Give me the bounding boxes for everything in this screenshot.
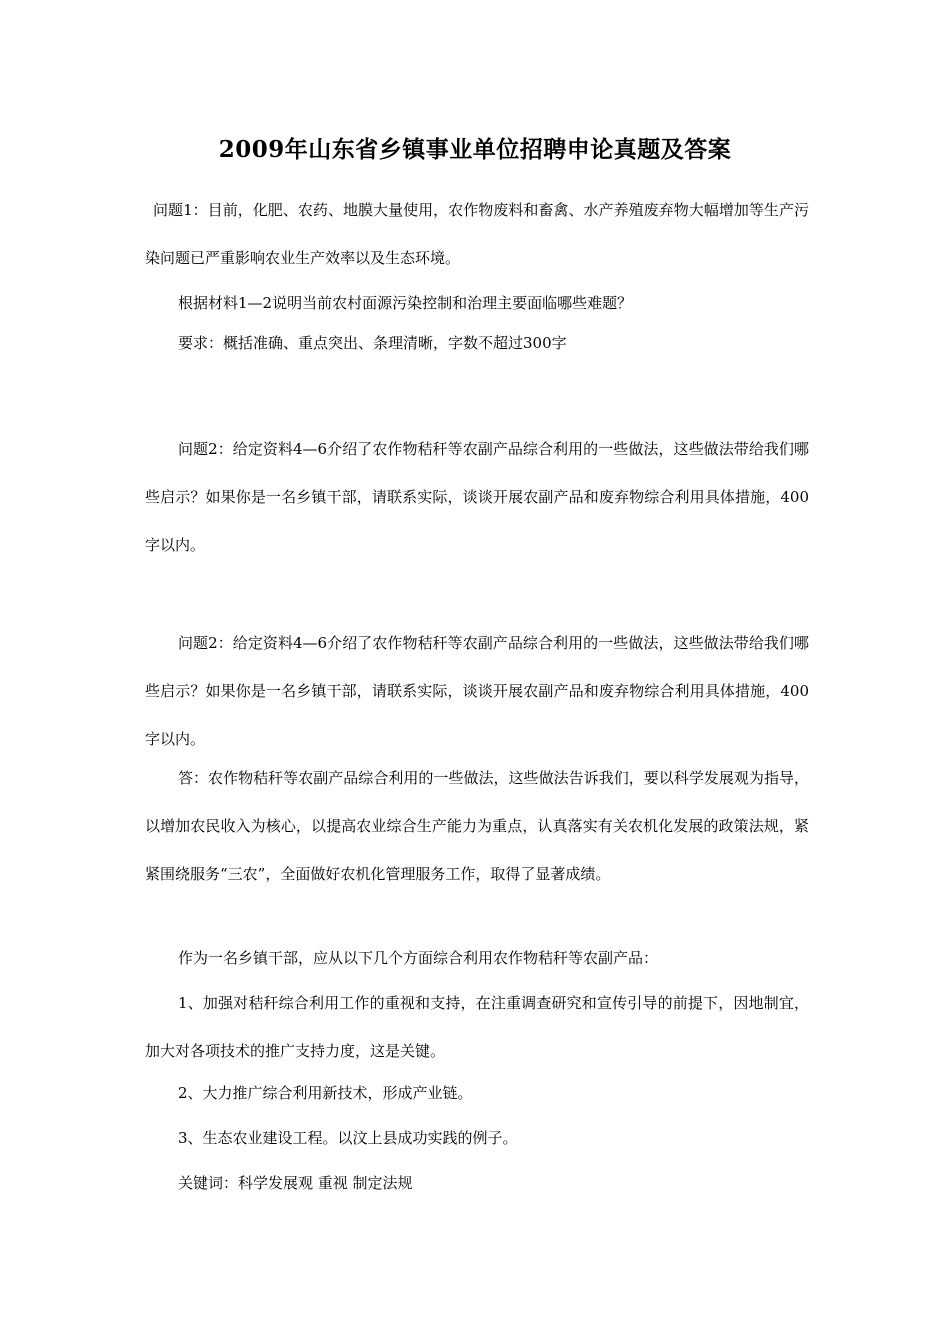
question-2-paragraph: 问题2：给定资料4—6介绍了农作物秸秆等农副产品综合利用的一些做法，这些做法带给我们哪些启示？如果你是一名乡镇干部，请联系实际，谈谈开展农副产品和废弃物综合利用具体措施，400字以内。 <box>145 440 809 554</box>
measure-2-paragraph: 2、大力推广综合利用新技术，形成产业链。 <box>178 1084 473 1102</box>
question-1-paragraph: 问题1：目前，化肥、农药、地膜大量使用，农作物废料和畜禽、水产养殖废弃物大幅增加等生产污染问题已严重影响农业生产效率以及生态环境。 <box>145 201 809 267</box>
question-2-repeat-paragraph: 问题2：给定资料4—6介绍了农作物秸秆等农副产品综合利用的一些做法，这些做法带给我们哪些启示？如果你是一名乡镇干部，请联系实际，谈谈开展农副产品和废弃物综合利用具体措施，400字以内。 <box>145 634 809 748</box>
material-reference-paragraph: 根据材料1—2说明当前农村面源污染控制和治理主要面临哪些难题？ <box>178 294 633 312</box>
document-title: 2009年山东省乡镇事业单位招聘申论真题及答案 <box>218 136 732 163</box>
cadre-intro-paragraph: 作为一名乡镇干部，应从以下几个方面综合利用农作物秸秆等农副产品： <box>178 949 659 967</box>
keywords-paragraph: 关键词：科学发展观 重视 制定法规 <box>178 1174 413 1192</box>
measure-1-paragraph: 1、加强对秸秆综合利用工作的重视和支持，在注重调查研究和宣传引导的前提下，因地制宜，加大对各项技术的推广支持力度，这是关键。 <box>145 994 809 1060</box>
answer-paragraph: 答：农作物秸秆等农副产品综合利用的一些做法，这些做法告诉我们，要以科学发展观为指导，以增加农民收入为核心，以提高农业综合生产能力为重点，认真落实有关农机化发展的政策法规，紧紧围绕服务“三农”，全面做好农机化管理服务工作，取得了显著成绩。 <box>145 769 809 883</box>
measure-3-paragraph: 3、生态农业建设工程。以汶上县成功实践的例子。 <box>178 1129 518 1147</box>
requirements-paragraph: 要求：概括准确、重点突出、条理清晰，字数不超过300字 <box>178 334 567 352</box>
